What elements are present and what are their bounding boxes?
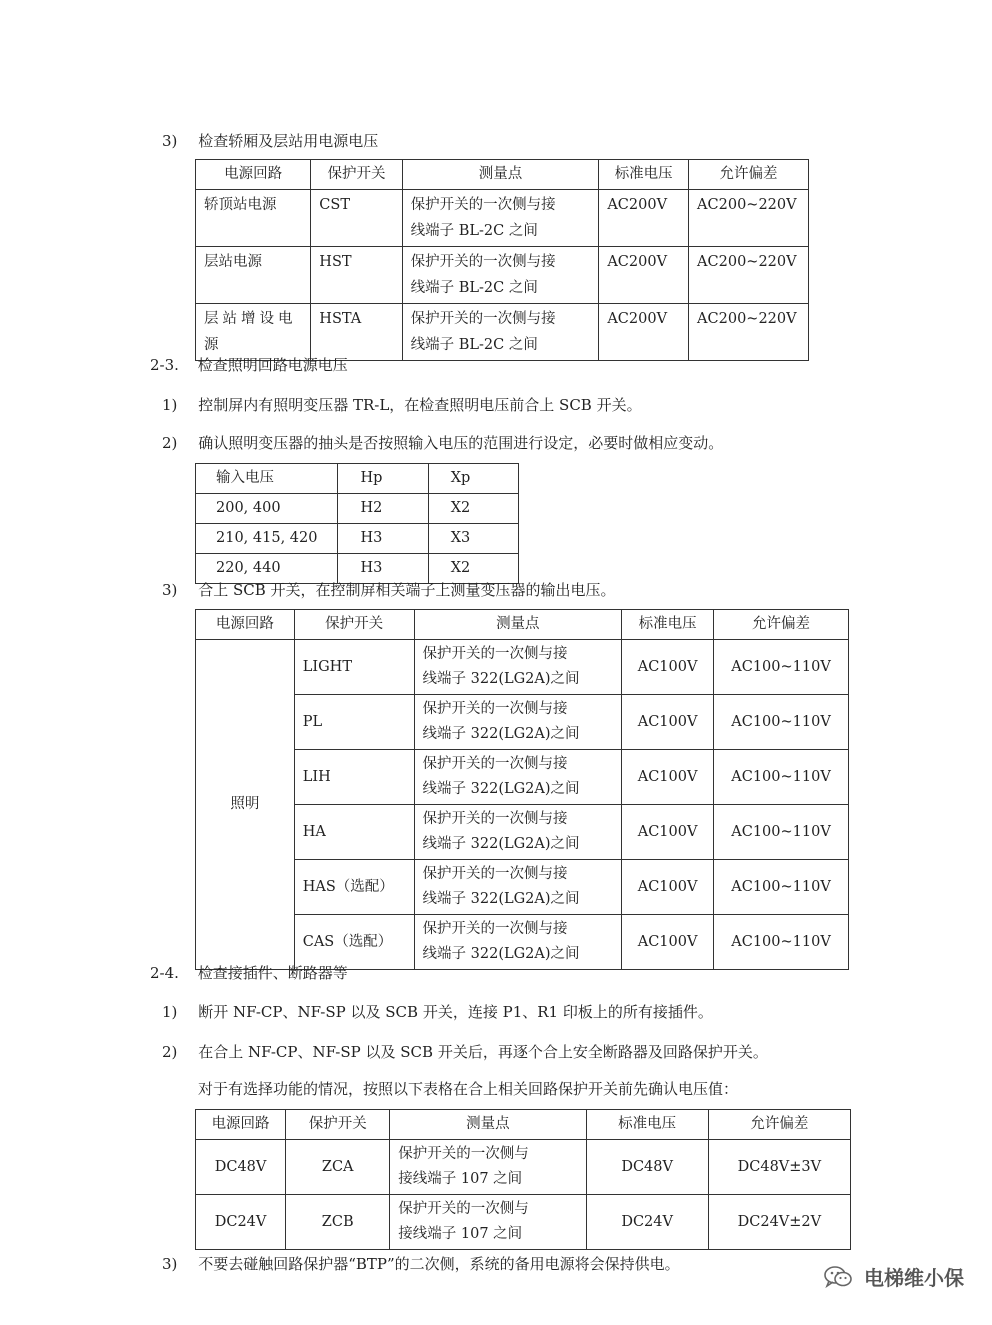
- xp-cell: X3: [428, 524, 518, 554]
- header-cell: 保护开关: [286, 1110, 390, 1140]
- section-number: 2-4.: [150, 964, 179, 982]
- voltage-cell: AC100V: [622, 860, 714, 915]
- table-row: [196, 915, 849, 970]
- step-text: 断开 NF-CP、NF-SP 以及 SCB 开关，连接 P1、R1 印板上的所有接插件。: [198, 1003, 713, 1021]
- header-cell: 允许偏差: [708, 1110, 850, 1140]
- header-cell: 测量点: [390, 1110, 586, 1140]
- cabin-landing-voltage-table: [195, 159, 809, 361]
- range-cell: AC100~110V: [714, 640, 849, 695]
- table-row: [196, 494, 519, 524]
- hp-cell: H3: [338, 524, 428, 554]
- xp-cell: X2: [428, 554, 518, 584]
- circuit-cell: 层站增设电 源: [196, 304, 311, 361]
- header-cell: 电源回路: [196, 1110, 286, 1140]
- switch-cell: HAS（选配）: [294, 860, 414, 915]
- hp-cell: H2: [338, 494, 428, 524]
- switch-cell: HST: [311, 247, 402, 304]
- switch-cell: ZCB: [286, 1195, 390, 1250]
- voltage-cell: AC200V: [599, 190, 689, 247]
- table-row: [196, 1195, 851, 1250]
- header-cell: 输入电压: [196, 464, 338, 494]
- range-cell: AC200~220V: [689, 304, 809, 361]
- section-text: 检查接插件、断路器等: [197, 964, 348, 982]
- xp-cell: X2: [428, 494, 518, 524]
- voltage-cell: AC100V: [622, 640, 714, 695]
- section-number: 2-3.: [150, 356, 179, 374]
- switch-cell: ZCA: [286, 1140, 390, 1195]
- point-cell: 保护开关的一次侧与接 线端子 322(LG2A)之间: [414, 695, 622, 750]
- range-cell: AC200~220V: [689, 247, 809, 304]
- transformer-tap-table: [195, 463, 519, 584]
- table-row: [196, 304, 809, 361]
- range-cell: AC100~110V: [714, 860, 849, 915]
- point-cell: 保护开关的一次侧与 接线端子 107 之间: [390, 1140, 586, 1195]
- step-text: 检查轿厢及层站用电源电压: [198, 132, 379, 150]
- step-2-3-3: [162, 580, 616, 600]
- step-number: 1): [162, 1003, 178, 1021]
- circuit-cell: 照明: [196, 640, 295, 970]
- table-row: [196, 805, 849, 860]
- section-2-3-heading: [150, 355, 348, 375]
- header-cell: 标准电压: [599, 160, 689, 190]
- range-cell: AC100~110V: [714, 750, 849, 805]
- step-2-3-1: [162, 395, 642, 415]
- step-2-3-2: [162, 433, 723, 453]
- step-text: 合上 SCB 开关，在控制屏相关端子上测量变压器的输出电压。: [198, 581, 616, 599]
- step-2-4-3: [162, 1254, 680, 1274]
- range-cell: AC200~220V: [689, 190, 809, 247]
- input-cell: 210, 415, 420: [196, 524, 338, 554]
- step-text: 确认照明变压器的抽头是否按照输入电压的范围进行设定，必要时做相应变动。: [198, 434, 724, 452]
- step-number: 2): [162, 1043, 178, 1061]
- header-cell: Xp: [428, 464, 518, 494]
- voltage-cell: DC48V: [586, 1140, 708, 1195]
- step-2-4-2: [162, 1042, 768, 1062]
- step-number: 2): [162, 434, 178, 452]
- switch-cell: HA: [294, 805, 414, 860]
- point-cell: 保护开关的一次侧与接 线端子 BL-2C 之间: [402, 247, 599, 304]
- wechat-icon: [823, 1264, 853, 1295]
- table-row: [196, 247, 809, 304]
- header-cell: 测量点: [414, 610, 622, 640]
- section-2-4-heading: [150, 963, 348, 983]
- header-cell: 标准电压: [586, 1110, 708, 1140]
- step-2-4-2-note: 对于有选择功能的情况，按照以下表格在合上相关回路保护开关前先确认电压值：: [198, 1080, 739, 1098]
- voltage-cell: AC100V: [622, 915, 714, 970]
- range-cell: AC100~110V: [714, 695, 849, 750]
- step-3-heading: [162, 131, 378, 151]
- switch-cell: LIGHT: [294, 640, 414, 695]
- circuit-cell: 轿顶站电源: [196, 190, 311, 247]
- header-cell: 电源回路: [196, 610, 295, 640]
- voltage-cell: AC100V: [622, 695, 714, 750]
- voltage-cell: DC24V: [586, 1195, 708, 1250]
- step-2-4-1: [162, 1002, 713, 1022]
- point-cell: 保护开关的一次侧与接 线端子 322(LG2A)之间: [414, 750, 622, 805]
- voltage-cell: AC200V: [599, 304, 689, 361]
- dc-voltage-table: [195, 1109, 851, 1250]
- step-number: 3): [162, 581, 178, 599]
- switch-cell: CST: [311, 190, 402, 247]
- lighting-voltage-table: [195, 609, 849, 970]
- switch-cell: CAS（选配）: [294, 915, 414, 970]
- watermark-text: 电梯维小保: [864, 1266, 964, 1290]
- table-header-row: [196, 160, 809, 190]
- header-cell: 标准电压: [622, 610, 714, 640]
- header-cell: 测量点: [402, 160, 599, 190]
- voltage-cell: AC200V: [599, 247, 689, 304]
- point-cell: 保护开关的一次侧与接 线端子 BL-2C 之间: [402, 304, 599, 361]
- table-row: [196, 524, 519, 554]
- circuit-cell: 层站电源: [196, 247, 311, 304]
- header-cell: 允许偏差: [714, 610, 849, 640]
- point-cell: 保护开关的一次侧与接 线端子 322(LG2A)之间: [414, 860, 622, 915]
- range-cell: DC48V±3V: [708, 1140, 850, 1195]
- voltage-cell: AC100V: [622, 750, 714, 805]
- table-row: [196, 554, 519, 584]
- table-header-row: [196, 1110, 851, 1140]
- table-row: [196, 750, 849, 805]
- table-header-row: [196, 610, 849, 640]
- point-cell: 保护开关的一次侧与接 线端子 322(LG2A)之间: [414, 915, 622, 970]
- circuit-cell: DC48V: [196, 1140, 286, 1195]
- table-row: [196, 640, 849, 695]
- switch-cell: PL: [294, 695, 414, 750]
- step-text: 不要去碰触回路保护器“BTP”的二次侧，系统的备用电源将会保持供电。: [198, 1255, 680, 1273]
- input-cell: 220, 440: [196, 554, 338, 584]
- range-cell: AC100~110V: [714, 915, 849, 970]
- range-cell: DC24V±2V: [708, 1195, 850, 1250]
- step-number: 3): [162, 1255, 178, 1273]
- table-row: [196, 860, 849, 915]
- header-cell: 保护开关: [311, 160, 402, 190]
- switch-cell: LIH: [294, 750, 414, 805]
- point-cell: 保护开关的一次侧与 接线端子 107 之间: [390, 1195, 586, 1250]
- switch-cell: HSTA: [311, 304, 402, 361]
- header-cell: 允许偏差: [689, 160, 809, 190]
- voltage-cell: AC100V: [622, 805, 714, 860]
- input-cell: 200, 400: [196, 494, 338, 524]
- step-number: 3): [162, 132, 178, 150]
- point-cell: 保护开关的一次侧与接 线端子 322(LG2A)之间: [414, 805, 622, 860]
- point-cell: 保护开关的一次侧与接 线端子 BL-2C 之间: [402, 190, 599, 247]
- step-number: 1): [162, 396, 178, 414]
- header-cell: 电源回路: [196, 160, 311, 190]
- watermark: [823, 1262, 964, 1295]
- step-text: 在合上 NF-CP、NF-SP 以及 SCB 开关后，再逐个合上安全断路器及回路保护开关。: [198, 1043, 768, 1061]
- hp-cell: H3: [338, 554, 428, 584]
- table-row: [196, 1140, 851, 1195]
- circuit-cell: DC24V: [196, 1195, 286, 1250]
- header-cell: 保护开关: [294, 610, 414, 640]
- range-cell: AC100~110V: [714, 805, 849, 860]
- point-cell: 保护开关的一次侧与接 线端子 322(LG2A)之间: [414, 640, 622, 695]
- table-row: [196, 190, 809, 247]
- section-text: 检查照明回路电源电压: [197, 356, 348, 374]
- table-row: [196, 695, 849, 750]
- table-header-row: [196, 464, 519, 494]
- step-text: 控制屏内有照明变压器 TR-L，在检查照明电压前合上 SCB 开关。: [198, 396, 642, 414]
- header-cell: Hp: [338, 464, 428, 494]
